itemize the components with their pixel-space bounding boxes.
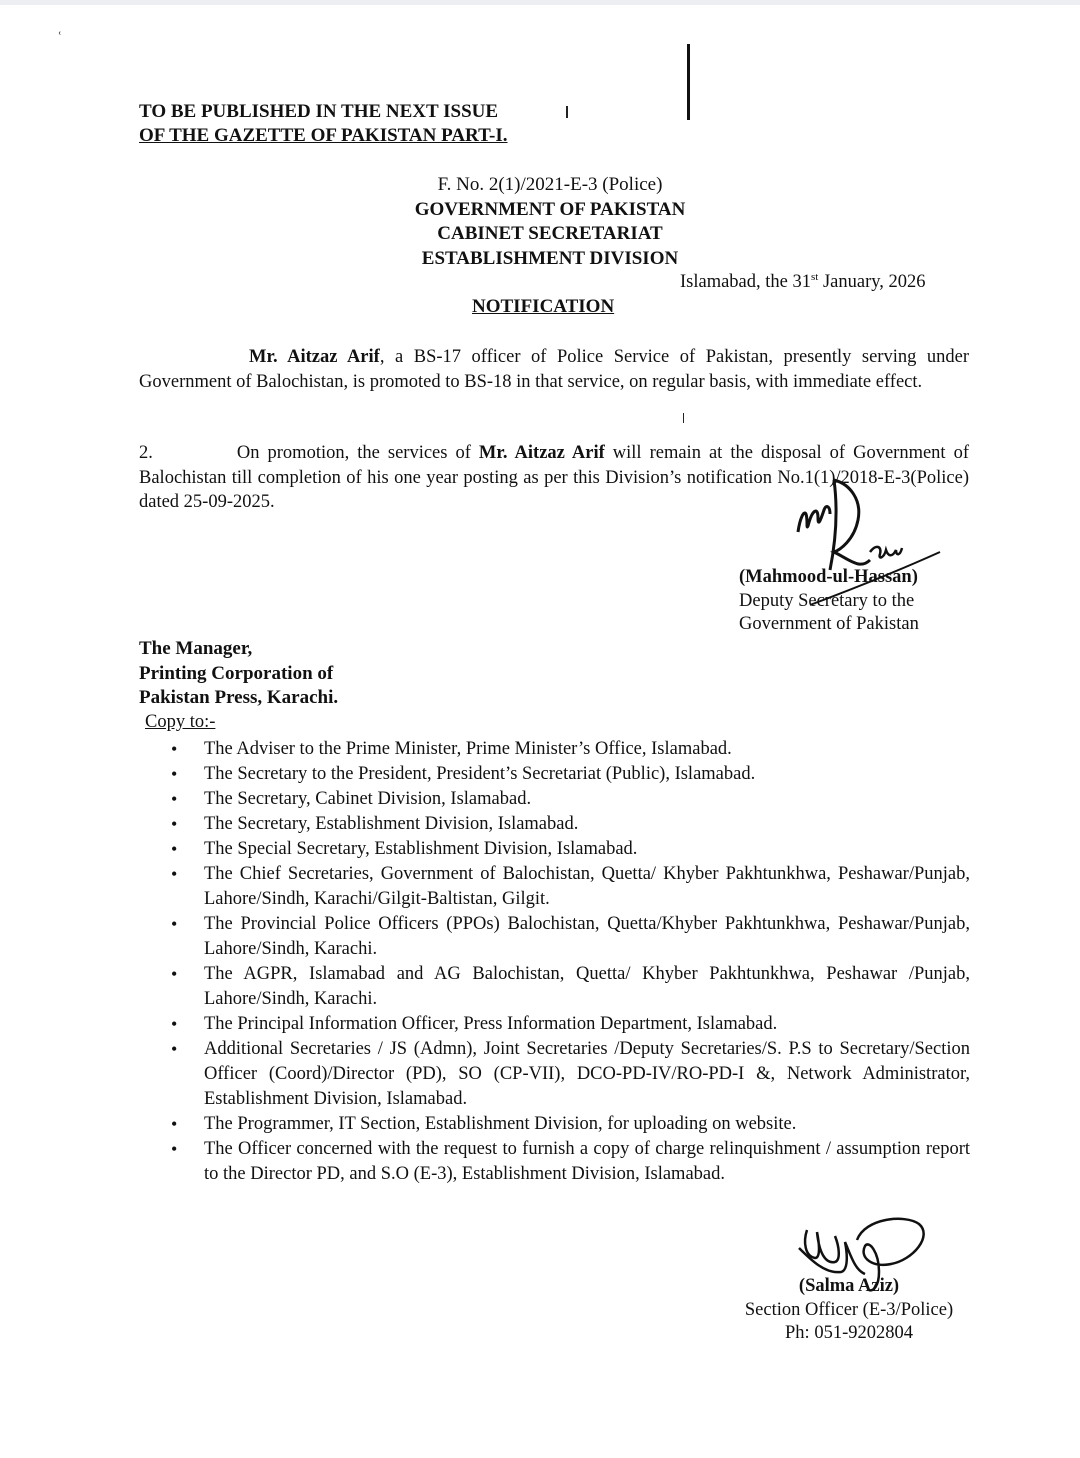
secretariat-name: CABINET SECRETARIAT (437, 223, 663, 244)
copy-to-item-text: The Adviser to the Prime Minister, Prime Minister’s Office, Islamabad. (204, 739, 732, 759)
paragraph-1 (139, 345, 969, 394)
copy-to-item (165, 1137, 970, 1187)
copy-to-item-text: The AGPR, Islamabad and AG Balochistan, Quetta/ Khyber Pakhtunkhwa, Peshawar /Punjab, Lahore/Sindh, Karachi. (204, 964, 970, 1009)
copy-to-item-text: The Provincial Police Officers (PPOs) Balochistan, Quetta/Khyber Pakhtunkhwa, Peshawar/Punjab, Lahore/Sindh, Karachi. (204, 914, 970, 959)
copy-to-item (165, 962, 970, 1012)
signatory-2-block (728, 1275, 970, 1346)
copy-to-item (165, 837, 970, 862)
signatory-1-designation-line2: Government of Pakistan (739, 614, 919, 634)
signatory-2-designation: Section Officer (E-3/Police) (744, 1299, 954, 1320)
officer-name: Mr. Aitzaz Arif (249, 347, 380, 367)
copy-to-item-text: The Principal Information Officer, Press Information Department, Islamabad. (204, 1014, 778, 1034)
officer-name: Mr. Aitzaz Arif (478, 443, 605, 463)
signatory-2-phone: Ph: 051-9202804 (785, 1323, 913, 1343)
office-heading (390, 173, 710, 271)
signatory-2-name: (Salma Aziz) (798, 1276, 900, 1296)
paragraph-2-text-after: will remain at the disposal of Government of Balochistan till completion of his one year posting as per this Division’s notification No.1(1)/2018-E-3(Police) dated 25-09-2025. (139, 443, 969, 512)
date-superscript: st (811, 271, 819, 283)
publish-notice (139, 100, 508, 148)
copy-to-item-text: Additional Secretaries / JS (Admn), Joint Secretaries /Deputy Secretaries/S. P.S to Secretary/Section Officer (Coord)/Director (PD), SO (CP-VII), DCO-PD-IV/RO-PD-I &, Network Administrator, Establishment Division, Islamabad. (204, 1039, 970, 1109)
bullet-icon: • (171, 739, 178, 759)
addressee-line1: The Manager, (139, 638, 253, 659)
copy-to-item (165, 1037, 970, 1112)
copy-to-item-text: The Secretary to the President, President’s Secretariat (Public), Islamabad. (204, 764, 756, 784)
publish-notice-line1: TO BE PUBLISHED IN THE NEXT ISSUE (139, 101, 499, 122)
bullet-icon: • (171, 764, 178, 784)
copy-to-item-text: The Officer concerned with the request to furnish a copy of charge relinquishment / assumption report to the Director PD, and S.O (E-3), Establishment Division, Islamabad. (204, 1139, 970, 1184)
bullet-icon: • (171, 964, 178, 984)
bullet-icon: • (171, 814, 178, 834)
paragraph-2-text-before: On promotion, the services of (236, 443, 479, 463)
copy-to-list (165, 737, 970, 1187)
scan-mark: ʿ (57, 30, 63, 47)
addressee-line3: Pakistan Press, Karachi. (139, 687, 339, 708)
copy-to-label: Copy to:- (145, 712, 216, 732)
copy-to-item-text: The Secretary, Establishment Division, Islamabad. (204, 814, 579, 834)
copy-to-item (165, 787, 970, 812)
copy-to-item (165, 1112, 970, 1137)
bullet-icon: • (171, 1039, 178, 1059)
copy-to-item-text: The Programmer, IT Section, Establishment Division, for uploading on website. (204, 1114, 797, 1134)
viewer-top-bar (0, 0, 1080, 5)
publish-notice-line2: OF THE GAZETTE OF PAKISTAN PART-I. (139, 125, 508, 146)
file-number: F. No. 2(1)/2021-E-3 (Police) (437, 174, 663, 195)
copy-to-item (165, 762, 970, 787)
bullet-icon: • (171, 789, 178, 809)
scan-mark (683, 413, 684, 423)
copy-to-item (165, 812, 970, 837)
division-name: ESTABLISHMENT DIVISION (421, 247, 679, 269)
place-date-prefix: Islamabad, the 31 (680, 272, 811, 293)
copy-to-item (165, 912, 970, 962)
paragraph-1-text: , a BS-17 officer of Police Service of Pakistan, presently serving under Government of Balochistan, is promoted to BS-18 in that service, on regular basis, with immediate effect. (139, 347, 969, 392)
bullet-icon: • (171, 1139, 178, 1159)
signatory-1-designation-line1: Deputy Secretary to the (739, 590, 915, 611)
bullet-icon: • (171, 1114, 178, 1134)
copy-to-item-text: The Secretary, Cabinet Division, Islamabad. (204, 789, 532, 809)
scan-vertical-line (687, 44, 690, 120)
addressee (139, 637, 338, 711)
bullet-icon: • (171, 1014, 178, 1034)
paragraph-number: 2. (139, 443, 153, 463)
bullet-icon: • (171, 864, 178, 884)
place-date-suffix: January, 2026 (818, 272, 926, 293)
scan-mark (566, 106, 568, 118)
notification-title: NOTIFICATION (472, 296, 615, 317)
signatory-1-name: (Mahmood-ul-Hassan) (739, 567, 918, 587)
copy-to-item-text: The Special Secretary, Establishment Division, Islamabad. (204, 839, 638, 859)
copy-to-item (165, 737, 970, 762)
place-date (680, 271, 926, 293)
addressee-line2: Printing Corporation of (139, 662, 334, 684)
copy-to-item-text: The Chief Secretaries, Government of Balochistan, Quetta/ Khyber Pakhtunkhwa, Peshawar/Punjab, Lahore/Sindh, Karachi/Gilgit-Baltistan, Gilgit. (204, 864, 970, 909)
copy-to-item (165, 862, 970, 912)
bullet-icon: • (171, 914, 178, 934)
copy-to-item (165, 1012, 970, 1037)
bullet-icon: • (171, 839, 178, 859)
government-name: GOVERNMENT OF PAKISTAN (414, 198, 686, 220)
signatory-1-block (739, 566, 919, 637)
